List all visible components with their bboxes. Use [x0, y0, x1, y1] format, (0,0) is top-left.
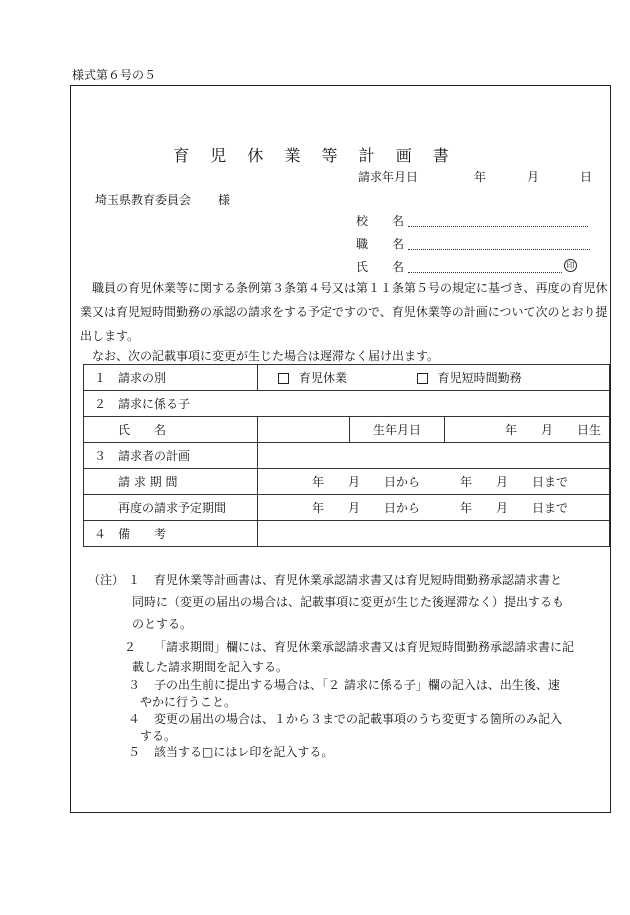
- note-2-line-1: 「請求期間」欄には、育児休業承認請求書又は育児短時間勤務承認請求書に記: [154, 640, 575, 654]
- child-birth-field[interactable]: 年 月 日生: [445, 417, 610, 443]
- remarks-label: ４ 備 考: [84, 521, 258, 547]
- child-name-field[interactable]: [258, 417, 350, 443]
- note-4-number: ４: [128, 712, 141, 726]
- name-label: 氏 名: [356, 260, 405, 274]
- short-hours-option: 育児短時間勤務: [437, 371, 522, 385]
- note-2-line-2: 載した請求期間を記入する。: [132, 660, 289, 674]
- table-row: [84, 495, 610, 521]
- document-title: 育 児 休 業 等 計 画 書: [173, 146, 457, 165]
- name-field[interactable]: [408, 272, 562, 273]
- position-field[interactable]: [408, 249, 590, 250]
- remarks-field[interactable]: [258, 521, 610, 547]
- request-type-label: １ 請求の別: [84, 365, 258, 391]
- repeat-period-label: 再度の請求予定期間: [84, 495, 258, 521]
- request-date-day[interactable]: 日: [580, 170, 593, 184]
- table-row: [84, 469, 610, 495]
- addressee-org: 埼玉県教育委員会: [95, 193, 192, 207]
- note-1-line-2: 同時に（変更の届出の場合は、記載事項に変更が生じた後遅滞なく）提出するも: [132, 595, 565, 609]
- note-3-line-1: 子の出生前に提出する場合は、「２ 請求に係る子」欄の記入は、出生後、速: [154, 678, 560, 692]
- request-date-month[interactable]: 月: [527, 170, 540, 184]
- note-1-line-1: 育児休業等計画書は、育児休業承認請求書又は育児短時間勤務承認請求書と: [154, 573, 563, 587]
- request-period-label: 請 求 期 間: [84, 469, 258, 495]
- plan-table: [83, 364, 610, 547]
- note-5-line-1: 該当する□にはレ印を記入する。: [154, 745, 334, 759]
- table-row: [84, 521, 610, 547]
- request-date-year[interactable]: 年: [474, 170, 487, 184]
- request-period-from: 年 月 日から: [312, 475, 421, 489]
- child-birth-label: 生年月日: [350, 417, 445, 443]
- note-5-number: ５: [128, 745, 141, 759]
- table-row: [84, 391, 610, 417]
- plan-section-blank: [258, 443, 610, 469]
- table-row: [84, 417, 610, 443]
- short-hours-checkbox[interactable]: [417, 373, 428, 384]
- school-field[interactable]: [408, 226, 588, 227]
- child-section-label: ２ 請求に係る子: [84, 391, 610, 417]
- repeat-period-to: 年 月 日まで: [460, 501, 569, 515]
- note-4-line-1: 変更の届出の場合は、１から３までの記載事項のうち変更する箇所のみ記入: [154, 712, 563, 726]
- notes-prefix: （注）: [88, 573, 125, 587]
- repeat-period-from: 年 月 日から: [312, 501, 421, 515]
- childcare-leave-checkbox[interactable]: [278, 373, 289, 384]
- repeat-period-field[interactable]: [258, 495, 610, 521]
- request-date-label: 請求年月日: [358, 170, 419, 184]
- childcare-leave-option: 育児休業: [299, 371, 348, 385]
- table-row: [84, 365, 610, 391]
- note-3-number: ３: [128, 678, 141, 692]
- note-4-line-2: する。: [140, 729, 177, 743]
- note-2-number: ２: [124, 640, 137, 654]
- form-number: 様式第６号の５: [72, 68, 157, 82]
- intro-paragraph: 職員の育児休業等に関する条例第３条第４号又は第１１条第５号の規定に基づき、再度の育児休業又は育児短時間勤務の承認の請求をする予定ですので、育児休業等の計画について次のとおり提出します。: [80, 281, 608, 343]
- note-1-line-3: のとする。: [132, 617, 193, 631]
- note-3-line-2: やかに行うこと。: [140, 695, 237, 709]
- addressee-suffix: 様: [218, 193, 231, 207]
- plan-section-label: ３ 請求者の計画: [84, 443, 258, 469]
- position-label: 職 名: [356, 237, 405, 251]
- seal-icon: 印: [564, 259, 577, 272]
- request-period-field[interactable]: [258, 469, 610, 495]
- notice-paragraph: なお、次の記載事項に変更が生じた場合は遅滞なく届け出ます。: [80, 349, 440, 363]
- note-1-number: １: [128, 573, 141, 587]
- child-name-label: 氏 名: [84, 417, 258, 443]
- table-row: [84, 443, 610, 469]
- school-label: 校 名: [356, 214, 405, 228]
- request-period-to: 年 月 日まで: [460, 475, 569, 489]
